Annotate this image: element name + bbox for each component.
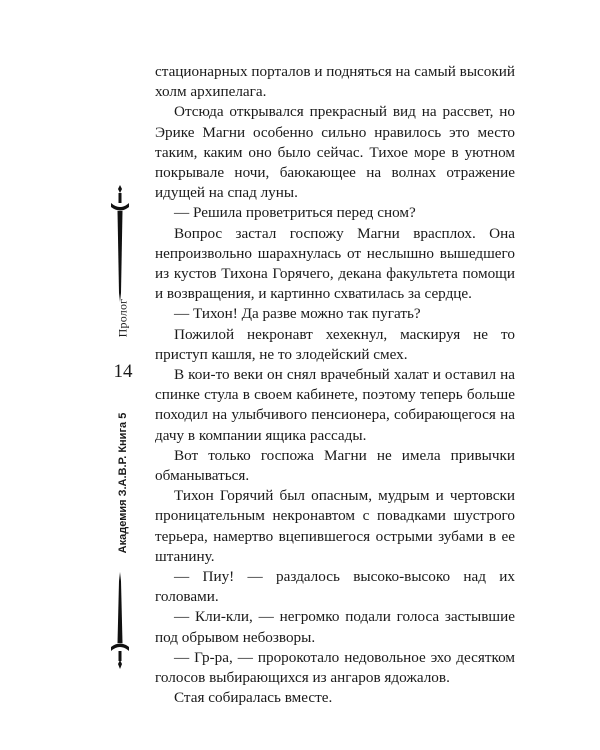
paragraph: — Тихон! Да разве можно так пугать? — [174, 305, 421, 323]
dagger-ornament-icon — [108, 571, 132, 671]
paragraph: — Гр-ра, — пророкотало недовольное эхо десятком голосов выбирающихся из ангаров ядожалов. — [155, 648, 515, 687]
chapter-label: Пролог — [115, 298, 130, 338]
paragraph: стационарных порталов и подняться на самый высокий холм архипелага. — [155, 63, 515, 101]
paragraph: Вопрос застал госпожу Магни врасплох. Она непроизвольно шарахнулась от неслышно вышедшего из кустов Тихона Горячего, декана факультета помощи и возвращения, и картинно схватилась за сердце. — [155, 224, 515, 303]
paragraph: Пожилой некронавт хехекнул, маскируя не то приступ кашля, не то злодейский смех. — [155, 325, 515, 363]
paragraph: — Пиу! — раздалось высоко-высоко над их головами. — [155, 568, 515, 606]
paragraph: — Решила проветриться перед сном? — [174, 204, 416, 222]
running-chapter-title — [108, 288, 138, 348]
paragraph: Отсюда открывался прекрасный вид на рассвет, но Эрике Магни особенно сильно нравилось это место таким, каким оно было сейчас. Тихое море в уютном покрывале ночи, баюкающее на волнах отражение идущей на спад луны. — [155, 103, 515, 202]
paragraph: В кои-то веки он снял врачебный халат и оставил на спинке стула в своем кабинете, поэтому теперь больше походил на улыбчивого пенсионера, собирающегося на дачу в компании ящика рассады. — [155, 366, 515, 444]
dagger-ornament-icon — [108, 183, 132, 303]
book-label: Академия З.А.В.Р. Книга 5 — [117, 412, 129, 553]
body-text — [155, 62, 515, 709]
paragraph: Вот только госпожа Магни не имела привычки обманываться. — [155, 446, 515, 485]
page-number: 14 — [113, 361, 133, 382]
paragraph: — Кли-кли, — негромко подали голоса застывшие под обрывом небозворы. — [155, 608, 515, 646]
running-book-title — [108, 395, 138, 570]
paragraph: Тихон Горячий был опасным, мудрым и чертовски проницательным некронавтом с повадками шустрого терьера, намертво вцепившегося острыми зубами в ее штанину. — [155, 487, 515, 565]
paragraph: Стая собиралась вместе. — [174, 689, 333, 707]
